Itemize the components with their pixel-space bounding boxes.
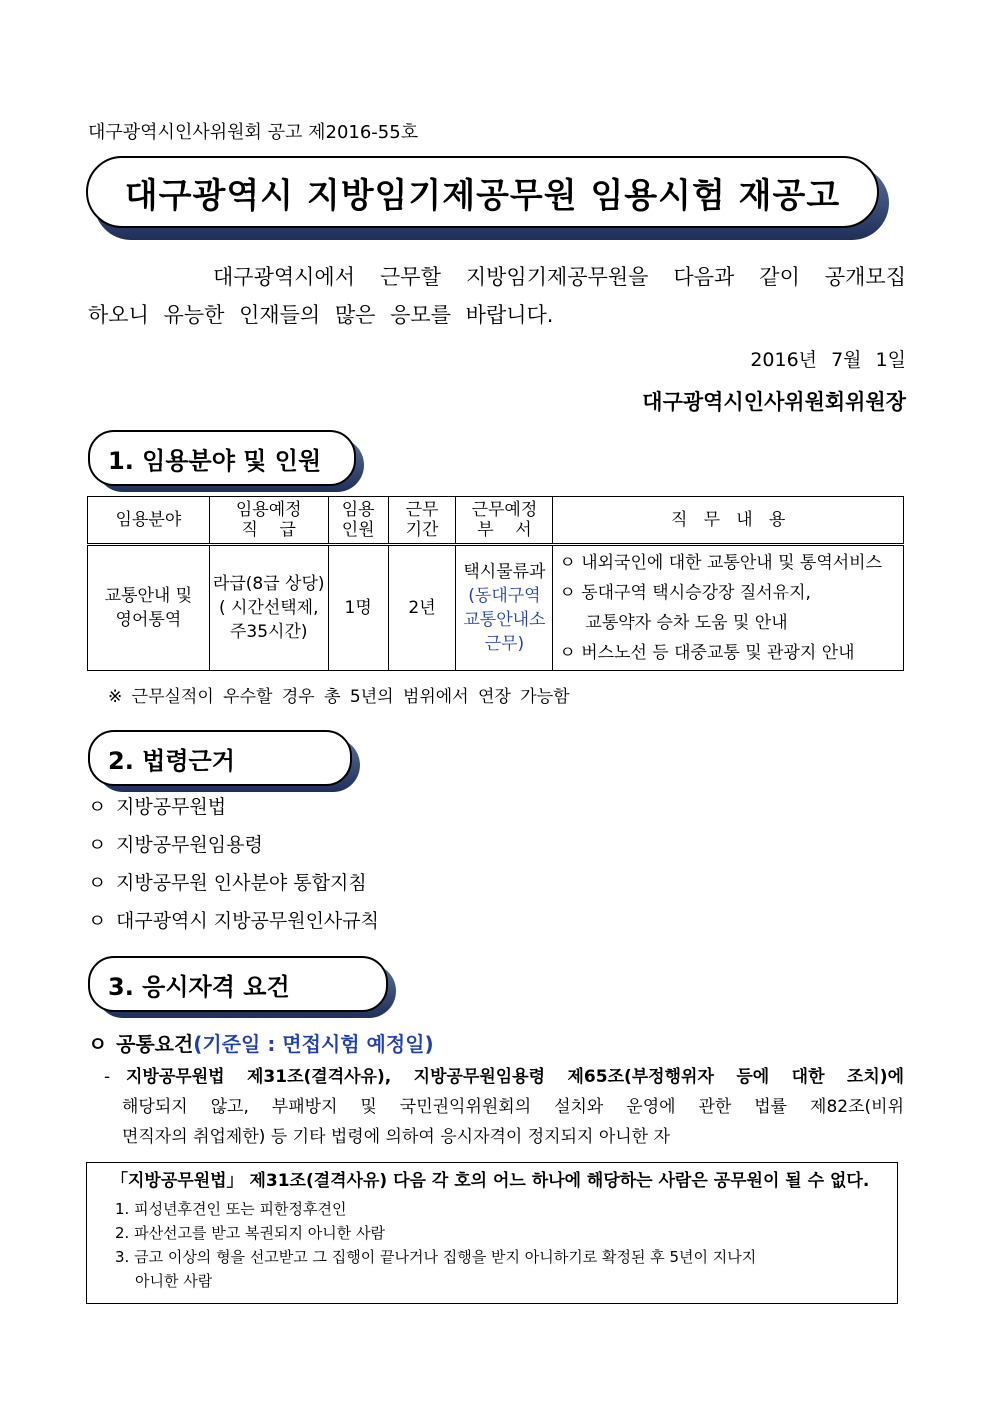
- intro-line-1: [88, 258, 906, 296]
- section-1-title: 1. 임용분야 및 인원: [108, 446, 322, 475]
- list-item: ㅇ 지방공무원임용령: [88, 830, 379, 868]
- section-3-box: [88, 956, 388, 1012]
- header-dept: 근무예정 부 서: [456, 497, 553, 545]
- intro-line-2: 하오니 유능한 인재들의 많은 응모를 바랍니다.: [88, 303, 554, 327]
- req-line-1: - 지방공무원법 제31조(결격사유), 지방공무원임용령 제65조(부정행위자 등에 대한 조치)에: [104, 1067, 904, 1087]
- duty-item: ㅇ 동대구역 택시승강장 질서유지,: [559, 583, 811, 603]
- notice-date: 2016년 7월 1일: [750, 349, 906, 371]
- duty-item: ㅇ 버스노선 등 대중교통 및 관광지 안내: [559, 643, 855, 663]
- title-banner: [86, 156, 891, 242]
- duty-item: ㅇ 내외국인에 대한 교통안내 및 통역서비스: [559, 553, 883, 573]
- common-label: 공통요건: [116, 1032, 194, 1056]
- header-duties: 직 무 내 용: [553, 497, 904, 545]
- list-item: ㅇ 지방공무원법: [88, 792, 379, 830]
- cell-count: 1명: [328, 545, 388, 671]
- notice-number: 대구광역시인사위원회 공고 제2016-55호: [88, 122, 419, 143]
- section-2-box: [88, 730, 352, 786]
- section-1-header: [88, 430, 356, 486]
- list-item: 1. 피성년후견인 또는 피한정후견인: [115, 1200, 347, 1218]
- header-grade: 임용예정 직 급: [209, 497, 328, 545]
- section-2-header: [88, 730, 352, 786]
- list-item: 아니한 사람: [135, 1272, 213, 1290]
- section-2-title: 2. 법령근거: [108, 746, 235, 775]
- req-line-2: 해당되지 않고, 부패방지 및 국민권익위원회의 설치와 운영에 관한 법률 제82조(비위: [122, 1097, 904, 1117]
- cell-grade: 라급(8급 상당) ( 시간선택제, 주35시간): [209, 545, 328, 671]
- title-box: [86, 156, 879, 228]
- duty-item: 교통약자 승차 도움 및 안내: [585, 613, 788, 633]
- list-item: ㅇ 대구광역시 지방공무원인사규칙: [88, 906, 379, 944]
- bullet-icon: ㅇ: [88, 796, 107, 818]
- bullet-icon: ㅇ: [88, 872, 107, 894]
- disqualification-title: 「지방공무원법」 제31조(결격사유) 다음 각 호의 어느 하나에 해당하는 사람은 공무원이 될 수 없다.: [111, 1171, 870, 1191]
- bullet-icon: ㅇ: [88, 834, 107, 856]
- law-basis-list: [88, 792, 379, 944]
- issuer: 대구광역시인사위원회위원장: [642, 390, 906, 414]
- recruitment-table: [87, 496, 904, 671]
- cell-dept: 택시물류과 (동대구역 교통안내소 근무): [456, 545, 553, 671]
- disqualification-box: [86, 1162, 898, 1304]
- section-3-title: 3. 응시자격 요건: [108, 972, 290, 1001]
- bullet-icon: ㅇ: [88, 910, 107, 932]
- intro-text-1: 대구광역시에서 근무할 지방임기제공무원을 다음과 같이 공개모집: [213, 265, 906, 289]
- cell-duties: [553, 545, 904, 671]
- table-row: [88, 545, 904, 671]
- page-title: 대구광역시 지방임기제공무원 임용시험 재공고: [124, 175, 841, 216]
- reference-date: (기준일 : 면접시험 예정일): [193, 1032, 434, 1056]
- common-requirements-heading: [88, 1028, 434, 1057]
- section-3-header: [88, 956, 388, 1012]
- cell-field: 교통안내 및 영어통역: [88, 545, 210, 671]
- list-item: 2. 파산선고를 받고 복권되지 아니한 사람: [115, 1224, 385, 1242]
- list-item: 3. 금고 이상의 형을 선고받고 그 집행이 끝나거나 집행을 받지 아니하기로 확정된 후 5년이 지나지: [115, 1248, 757, 1266]
- header-count: 임용 인원: [328, 497, 388, 545]
- header-field: 임용분야: [88, 497, 210, 545]
- common-requirements-text: [104, 1062, 904, 1152]
- cell-period: 2년: [388, 545, 456, 671]
- req-line-3: 면직자의 취업제한) 등 기타 법령에 의하여 응시자격이 정지되지 아니한 자: [122, 1127, 670, 1147]
- header-period: 근무 기간: [388, 497, 456, 545]
- section-1-box: [88, 430, 356, 486]
- table-note: ※ 근무실적이 우수할 경우 총 5년의 범위에서 연장 가능함: [108, 687, 570, 707]
- bullet-icon: ㅇ: [88, 1032, 108, 1056]
- list-item: ㅇ 지방공무원 인사분야 통합지침: [88, 868, 379, 906]
